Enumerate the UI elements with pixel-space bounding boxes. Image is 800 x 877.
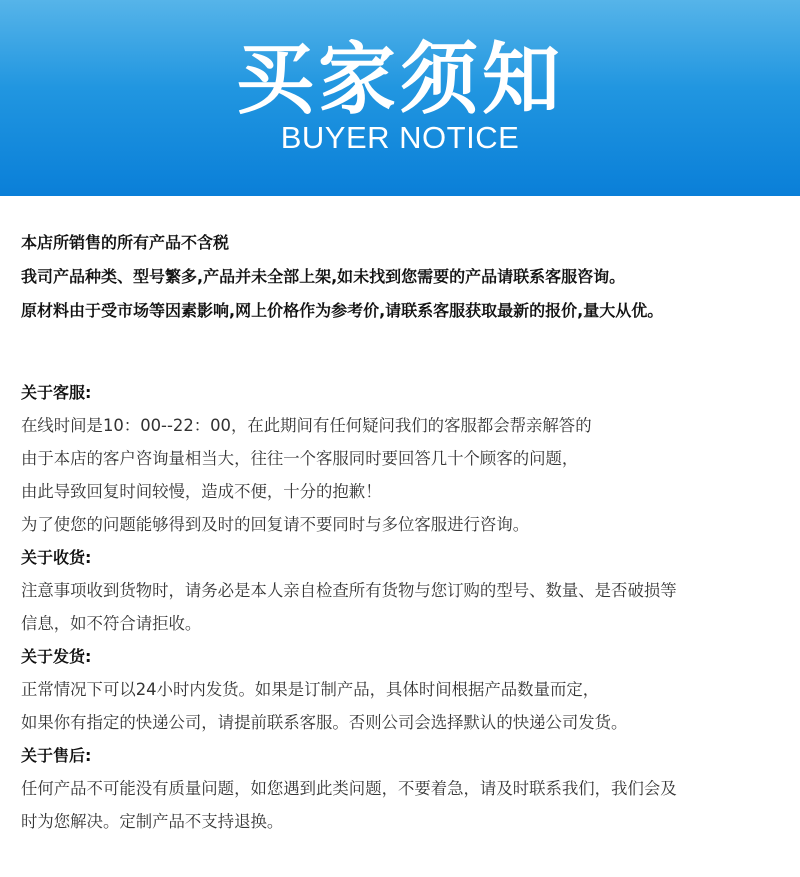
section-heading: 关于售后:: [21, 746, 92, 765]
intro-line: 我司产品种类、型号繁多,产品并未全部上架,如未找到您需要的产品请联系客服咨询。: [21, 267, 626, 286]
section-line: 时为您解决。定制产品不支持退换。: [21, 812, 284, 831]
section-heading: 关于收货:: [21, 548, 92, 567]
section-line: 信息，如不符合请拒收。: [21, 614, 202, 633]
section-line: 正常情况下可以24小时内发货。如果是订制产品，具体时间根据产品数量而定，: [21, 680, 600, 699]
section-heading: 关于发货:: [21, 647, 92, 666]
header-banner: [0, 0, 800, 196]
page-title: 买家须知: [235, 35, 564, 125]
section-line: 由此导致回复时间较慢，造成不便，十分的抱歉！: [21, 482, 382, 501]
page-subtitle: BUYER NOTICE: [280, 120, 520, 155]
intro-block: [21, 226, 791, 328]
spacer: [21, 328, 791, 376]
section-line: 任何产品不可能没有质量问题，如您遇到此类问题，不要着急，请及时联系我们，我们会及: [21, 779, 677, 798]
section-line: 注意事项收到货物时，请务必是本人亲自检查所有货物与您订购的型号、数量、是否破损等: [21, 581, 677, 600]
section-line: 由于本店的客户咨询量相当大，往往一个客服同时要回答几十个顾客的问题，: [21, 449, 579, 468]
section-shipping: [21, 640, 791, 739]
section-line: 为了使您的问题能够得到及时的回复请不要同时与多位客服进行咨询。: [21, 515, 530, 534]
intro-line: 本店所销售的所有产品不含税: [21, 233, 230, 252]
section-line: 在线时间是10：00--22：00，在此期间有任何疑问我们的客服都会帮亲解答的: [21, 416, 592, 435]
section-line: 如果你有指定的快递公司，请提前联系客服。否则公司会选择默认的快递公司发货。: [21, 713, 628, 732]
section-customer-service: [21, 376, 791, 541]
intro-line: 原材料由于受市场等因素影响,网上价格作为参考价,请联系客服获取最新的报价,量大从优。: [21, 301, 664, 320]
notice-content: [21, 226, 791, 838]
section-heading: 关于客服:: [21, 383, 92, 402]
section-receiving: [21, 541, 791, 640]
section-after-sales: [21, 739, 791, 838]
